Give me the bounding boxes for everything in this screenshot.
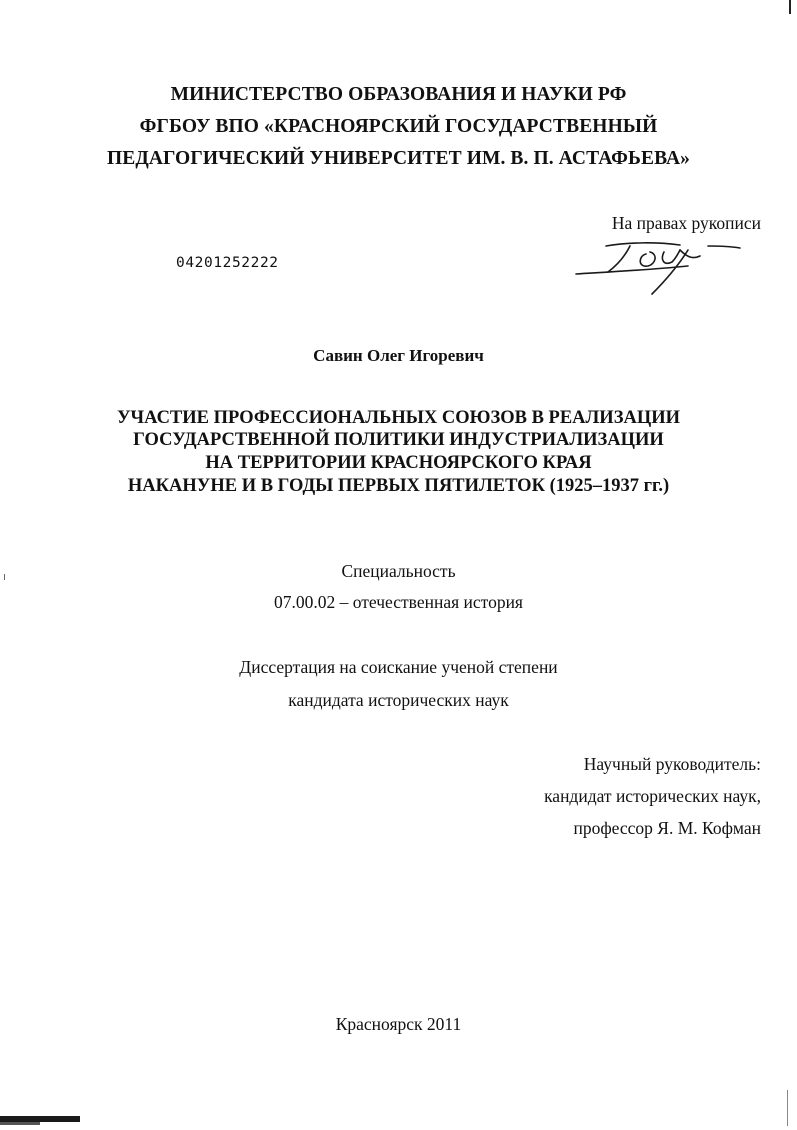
city-year: Красноярск 2011: [335, 1014, 462, 1034]
author-name: Савин Олег Игоревич: [313, 346, 484, 365]
institution-name-line1: ФГБОУ ВПО «КРАСНОЯРСКИЙ ГОСУДАРСТВЕННЫЙ: [139, 116, 658, 137]
manuscript-rights: На правах рукописи: [611, 213, 761, 233]
scan-speck: [4, 574, 5, 580]
scan-corner-mark: [789, 0, 791, 14]
supervisor-label: Научный руководитель:: [583, 754, 761, 774]
institution-name-line2: ПЕДАГОГИЧЕСКИЙ УНИВЕРСИТЕТ ИМ. В. П. АСТАФЬЕВА»: [106, 148, 691, 169]
specialty-value: 07.00.02 – отечественная история: [274, 592, 523, 612]
dissertation-line2: кандидата исторических наук: [288, 690, 509, 710]
scan-right-edge: [787, 1090, 788, 1126]
supervisor-name: профессор Я. М. Кофман: [573, 818, 761, 838]
ministry-name: МИНИСТЕРСТВО ОБРАЗОВАНИЯ И НАУКИ РФ: [170, 84, 627, 105]
title-line1: УЧАСТИЕ ПРОФЕССИОНАЛЬНЫХ СОЮЗОВ В РЕАЛИЗАЦИИ: [116, 408, 680, 428]
catalog-number: 04201252222: [176, 255, 279, 271]
supervisor-degree: кандидат исторических наук,: [544, 786, 761, 806]
specialty-label: Специальность: [341, 561, 456, 581]
signature: [568, 236, 748, 300]
scan-edge-mark-secondary: [0, 1122, 40, 1125]
title-line3: НА ТЕРРИТОРИИ КРАСНОЯРСКОГО КРАЯ: [205, 453, 592, 473]
title-line4: НАКАНУНЕ И В ГОДЫ ПЕРВЫХ ПЯТИЛЕТОК (1925–1937 гг.): [127, 476, 670, 496]
dissertation-line1: Диссертация на соискание ученой степени: [239, 657, 558, 677]
title-line2: ГОСУДАРСТВЕННОЙ ПОЛИТИКИ ИНДУСТРИАЛИЗАЦИИ: [133, 430, 664, 450]
